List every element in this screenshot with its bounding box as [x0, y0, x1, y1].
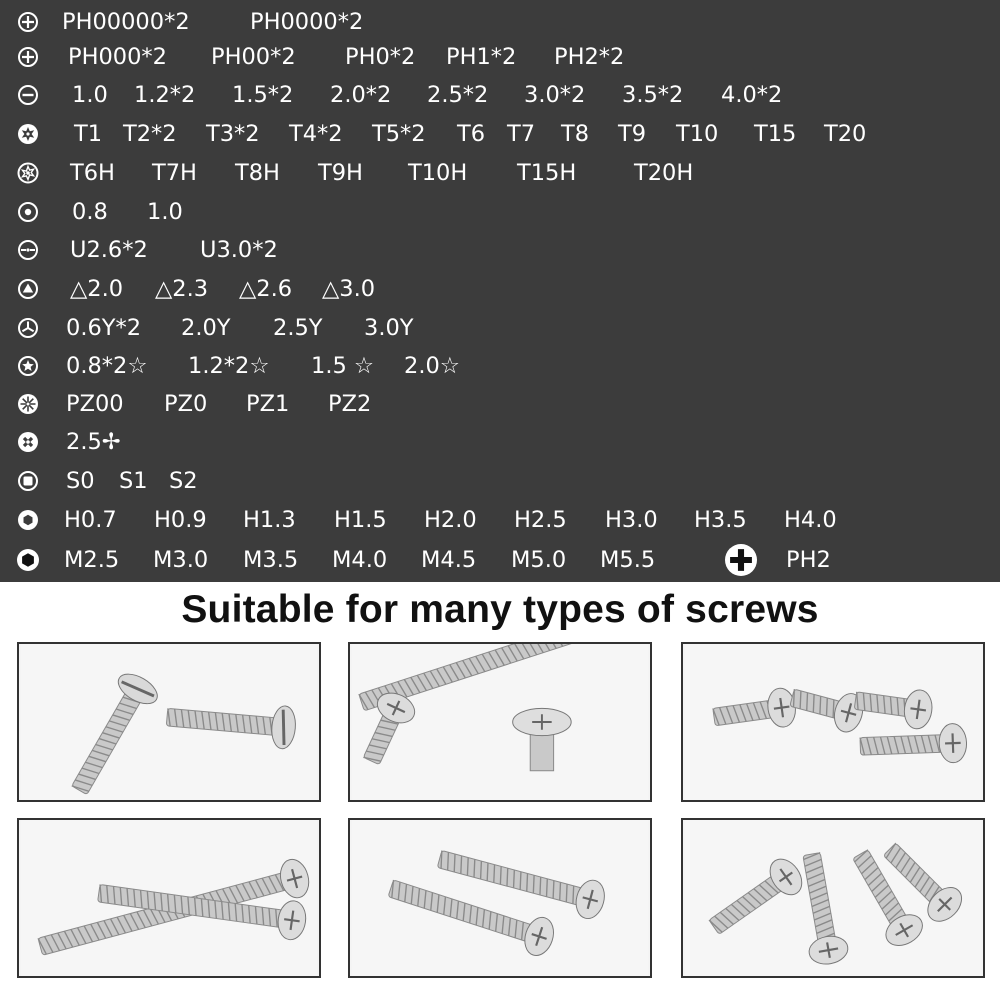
tri-wing-icon — [17, 317, 39, 339]
photo-phillips-self-tapping-screws — [348, 818, 652, 978]
bit-size-label: 2.0☆ — [404, 352, 460, 379]
bit-size-label: PH00000*2 — [62, 8, 190, 35]
bit-size-label: S2 — [169, 467, 198, 494]
cross-icon — [17, 431, 39, 453]
bit-size-label: M4.0 — [332, 546, 388, 573]
bit-size-label: 3.5*2 — [622, 81, 684, 108]
spec-row — [0, 231, 1000, 269]
bit-size-label: 2.0*2 — [330, 81, 392, 108]
bit-size-label: T9H — [318, 159, 363, 186]
extra-bit-label: PH2 — [786, 546, 831, 573]
photo-phillips-pan-head-screws — [17, 818, 321, 978]
bit-size-label: M5.0 — [511, 546, 567, 573]
screw-illustration — [683, 820, 983, 976]
bit-size-label: T10H — [408, 159, 468, 186]
round-icon — [17, 201, 39, 223]
triangle-icon — [17, 278, 39, 300]
bit-size-label: H0.7 — [64, 506, 117, 533]
bit-size-label: T1 — [74, 120, 103, 147]
spec-row — [0, 3, 1000, 41]
bit-size-label: T9 — [618, 120, 647, 147]
bit-size-label: M2.5 — [64, 546, 120, 573]
bit-size-label: PZ0 — [164, 390, 208, 417]
bit-size-label: PH0000*2 — [250, 8, 364, 35]
hex-icon — [17, 509, 39, 531]
bit-size-label: 1.5 ☆ — [311, 352, 375, 379]
pentalobe-icon — [17, 355, 39, 377]
bit-size-label: 1.0 — [147, 198, 183, 225]
bit-size-label: 3.0*2 — [524, 81, 586, 108]
headline: Suitable for many types of screws — [181, 588, 819, 631]
bit-size-label: T20 — [824, 120, 867, 147]
bit-size-label: PZ00 — [66, 390, 124, 417]
bit-size-label: H3.5 — [694, 506, 747, 533]
bit-size-label: T20H — [634, 159, 694, 186]
bit-size-label: 3.0Y — [364, 314, 414, 341]
bit-size-label: △2.6 — [239, 275, 293, 302]
bit-size-label: T6H — [70, 159, 115, 186]
bit-size-label: T7 — [507, 120, 536, 147]
bit-size-label: PZ2 — [328, 390, 372, 417]
bit-size-label: 1.5*2 — [232, 81, 294, 108]
bit-size-label: H2.0 — [424, 506, 477, 533]
bit-size-label: △3.0 — [322, 275, 376, 302]
bit-size-label: PH0*2 — [345, 43, 416, 70]
bit-size-label: T2*2 — [123, 120, 177, 147]
bit-size-label: 0.8*2☆ — [66, 352, 148, 379]
screw-illustration — [350, 820, 650, 976]
spec-row — [0, 115, 1000, 153]
spec-row — [0, 270, 1000, 308]
phillips-icon — [17, 11, 39, 33]
spec-row — [0, 462, 1000, 500]
bit-size-label: 2.5✢ — [66, 428, 121, 455]
bit-size-label: S0 — [66, 467, 95, 494]
bit-size-label: M5.5 — [600, 546, 656, 573]
bit-size-label: H1.3 — [243, 506, 296, 533]
square-icon — [17, 470, 39, 492]
bit-size-label: PH00*2 — [211, 43, 296, 70]
bit-size-label: △2.3 — [155, 275, 209, 302]
photo-phillips-tapping-screws — [681, 642, 985, 802]
bit-size-label: 2.5*2 — [427, 81, 489, 108]
bit-size-label: △2.0 — [70, 275, 124, 302]
pozidriv-icon — [17, 393, 39, 415]
bit-size-label: M3.0 — [153, 546, 209, 573]
bit-size-label: 1.0 — [72, 81, 108, 108]
torx-icon — [17, 123, 39, 145]
bit-size-label: T3*2 — [206, 120, 260, 147]
spec-row — [0, 154, 1000, 192]
bit-size-label: 1.2*2☆ — [188, 352, 270, 379]
slotted-icon — [17, 84, 39, 106]
bit-size-label: H3.0 — [605, 506, 658, 533]
nut-socket-icon — [17, 549, 39, 571]
spec-row — [0, 347, 1000, 385]
spec-row — [0, 309, 1000, 347]
bit-size-label: 2.0Y — [181, 314, 231, 341]
bit-size-label: T8H — [235, 159, 280, 186]
bit-size-label: 0.6Y*2 — [66, 314, 142, 341]
bit-size-label: T6 — [457, 120, 486, 147]
bit-size-label: S1 — [119, 467, 148, 494]
photo-phillips-round-head-screws — [681, 818, 985, 978]
bit-size-label: T8 — [561, 120, 590, 147]
bit-size-label: 0.8 — [72, 198, 108, 225]
bit-size-label: T7H — [152, 159, 197, 186]
bit-size-label: T15 — [754, 120, 797, 147]
bit-size-label: M3.5 — [243, 546, 299, 573]
bit-size-label: T15H — [517, 159, 577, 186]
bit-size-label: H1.5 — [334, 506, 387, 533]
bit-size-label: T4*2 — [289, 120, 343, 147]
bit-size-label: 2.5Y — [273, 314, 323, 341]
spec-row — [0, 38, 1000, 76]
spec-row — [0, 423, 1000, 461]
photo-phillips-washer-head-screw — [348, 642, 652, 802]
phillips-large-icon — [725, 544, 757, 576]
bit-size-label: PZ1 — [246, 390, 290, 417]
screw-illustration — [19, 644, 319, 800]
bit-size-label: H0.9 — [154, 506, 207, 533]
phillips-icon — [17, 46, 39, 68]
photo-slotted-cheese-head-screws — [17, 642, 321, 802]
bit-size-label: PH000*2 — [68, 43, 167, 70]
screw-illustration — [350, 644, 650, 800]
spec-row — [0, 541, 1000, 579]
torx-security-icon — [17, 162, 39, 184]
spec-row — [0, 76, 1000, 114]
screw-illustration — [19, 820, 319, 976]
bit-size-label: PH1*2 — [446, 43, 517, 70]
bit-size-label: PH2*2 — [554, 43, 625, 70]
spec-row — [0, 193, 1000, 231]
bit-size-label: U2.6*2 — [70, 236, 148, 263]
bit-size-label: M4.5 — [421, 546, 477, 573]
bit-size-label: U3.0*2 — [200, 236, 278, 263]
u-shape-icon — [17, 239, 39, 261]
bit-size-label: T5*2 — [372, 120, 426, 147]
bit-size-label: T10 — [676, 120, 719, 147]
bit-size-label: H2.5 — [514, 506, 567, 533]
bit-size-label: 1.2*2 — [134, 81, 196, 108]
spec-row — [0, 501, 1000, 539]
bit-size-label: 4.0*2 — [721, 81, 783, 108]
bit-size-label: H4.0 — [784, 506, 837, 533]
screw-illustration — [683, 644, 983, 800]
spec-row — [0, 385, 1000, 423]
